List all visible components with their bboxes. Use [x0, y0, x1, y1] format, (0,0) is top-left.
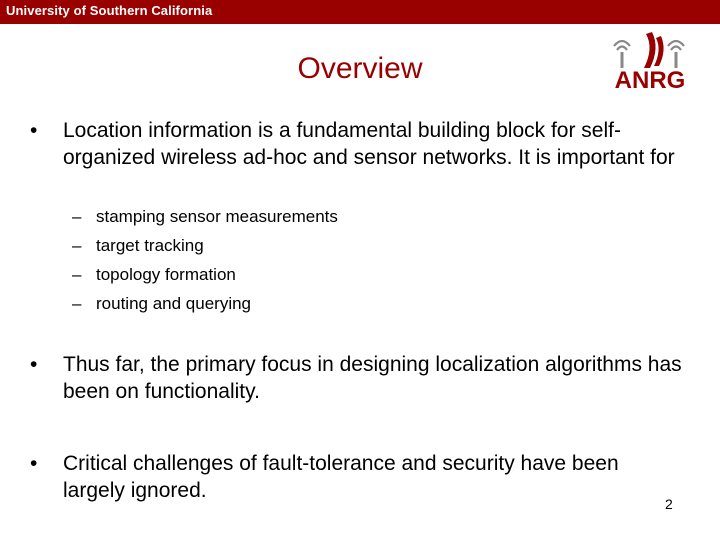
bullet-dot: •: [30, 119, 38, 142]
bullet-1-text: Location information is a fundamental building block for self-organized wireless ad-hoc and sensor networks. It is important for: [63, 119, 675, 169]
bullet-dot: •: [30, 452, 38, 475]
anrg-logo: [604, 28, 696, 106]
dash: –: [72, 294, 82, 313]
slide-title: Overview: [297, 52, 423, 85]
dash: –: [72, 265, 82, 284]
dash: –: [72, 236, 82, 255]
sub-item-text: stamping sensor measurements: [96, 207, 338, 226]
bullet-2-text: Thus far, the primary focus in designing localization algorithms has been on functionality.: [63, 353, 682, 403]
university-name: University of Southern California: [6, 3, 213, 18]
bullet-dot: •: [30, 353, 38, 376]
sub-item-text: topology formation: [96, 265, 236, 284]
header-bar: [0, 0, 720, 24]
logo-text: ANRG: [614, 67, 686, 94]
page-number: 2: [665, 496, 673, 512]
red-stroke-icon: [644, 32, 656, 68]
dash: –: [72, 207, 82, 226]
sub-item-text: routing and querying: [96, 294, 252, 313]
bullet-3-text: Critical challenges of fault-tolerance and security have been largely ignored.: [63, 452, 619, 502]
sub-item-text: target tracking: [96, 236, 204, 255]
